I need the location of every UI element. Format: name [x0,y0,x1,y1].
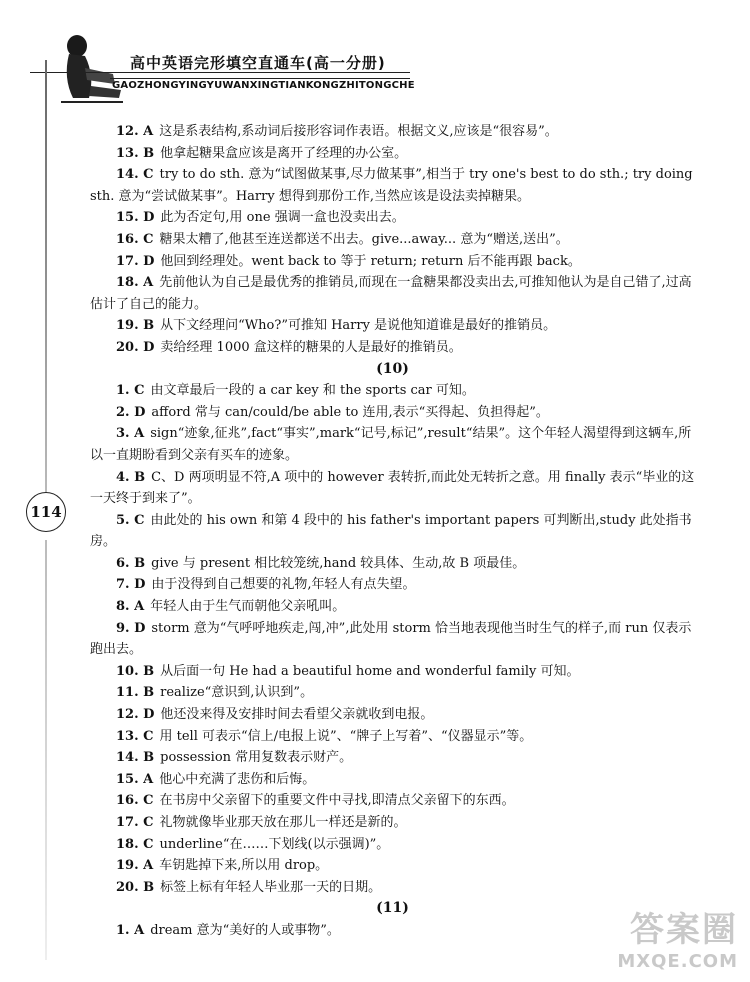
answer-explanation: 卖给经理 1000 盒这样的糖果的人是最好的推销员。 [160,339,462,355]
answer-item [90,251,695,273]
margin-line-lower [45,540,47,960]
answer-item [90,855,695,877]
answer-item [90,661,695,683]
answer-item [90,143,695,165]
page-number: 114 [26,492,66,532]
answer-number: 4. B [116,469,146,485]
answer-explanation: 先前他认为自己是最优秀的推销员,而现在一盒糖果都没卖出去,可推知他认为是自己错了,过高估计了自己的能力。 [90,275,692,312]
answer-number: 7. D [116,577,146,593]
answer-explanation: realize“意识到,认识到”。 [160,685,314,701]
answer-number: 13. B [116,145,155,161]
answer-number: 10. B [116,663,155,679]
answer-item [90,618,695,661]
answer-number: 13. C [116,728,154,744]
answer-number: 2. D [116,404,146,420]
answer-item [90,596,695,618]
answer-number: 15. D [116,210,155,226]
answer-item [90,337,695,359]
answer-explanation: 从下文经理问“Who?”可推知 Harry 是说他知道谁是最好的推销员。 [160,318,557,334]
book-subtitle-pinyin: GAOZHONGYINGYUWANXINGTIANKONGZHITONGCHE [112,80,415,91]
reading-figure-icon [55,28,125,108]
answer-item [90,704,695,726]
answer-item [90,553,695,575]
answer-explanation: 由文章最后一段的 a car key 和 the sports car 可知。 [150,383,475,399]
answer-item [90,834,695,856]
answer-number: 19. B [116,318,155,334]
answer-number: 14. B [116,750,155,766]
answer-number: 14. C [116,167,154,183]
answer-number: 9. D [116,620,146,636]
answer-number: 16. C [116,231,154,247]
answer-explanation: possession 常用复数表示财产。 [160,750,353,766]
answer-explanation: storm 意为“气呼呼地疾走,闯,冲”,此处用 storm 恰当地表现他当时生气的样子,而 run 仅表示跑出去。 [90,620,692,658]
answer-explanation: 此为否定句,用 one 强调一盒也没卖出去。 [160,210,405,226]
answer-number: 5. C [116,512,145,528]
answer-item [90,682,695,704]
answer-number: 18. A [116,275,154,291]
answer-number: 12. D [116,707,155,723]
answer-explanation: 礼物就像毕业那天放在那儿一样还是新的。 [159,815,407,830]
answer-explanation: underline“在……下划线(以示强调)”。 [159,836,390,852]
answer-explanation: 这是系表结构,系动词后接形容词作表语。根据文义,应该是“很容易”。 [159,124,558,139]
answer-number: 1. C [116,383,145,399]
watermark-brand: 答案圈 [630,910,738,950]
answer-explanation: give 与 present 相比较笼统,hand 较具体、生动,故 B 项最佳。 [151,555,526,571]
answer-number: 15. A [116,771,154,787]
answer-item [90,769,695,791]
answer-explanation: try to do sth. 意为“试图做某事,尽力做某事”,相当于 try one's best to do sth.; try doing sth. 意为“尝试做某事”。Harry 想得到那份工作,当然应该是设法卖掉糖果。 [90,167,693,204]
answer-item [90,121,695,143]
answer-item [90,726,695,748]
book-title: 高中英语完形填空直通车(高一分册) [130,54,386,72]
answer-number: 12. A [116,124,154,139]
header-rule-lower [110,78,410,79]
answer-number: 11. B [116,685,155,701]
answer-explanation: 由于没得到自己想要的礼物,年轻人有点失望。 [151,577,416,593]
answer-number: 20. D [116,339,155,355]
answer-item [90,510,695,553]
answer-explanation: 标签上标有年轻人毕业那一天的日期。 [160,879,382,895]
answer-explanation: 他心中充满了悲伤和后悔。 [159,771,316,787]
answer-number: 8. A [116,599,145,615]
answer-explanation: 用 tell 可表示“信上/电报上说”、“牌子上写着”、“仪器显示”等。 [159,728,533,744]
answer-number: 17. D [116,253,155,269]
watermark-url: MXQE.COM [617,951,738,972]
answer-item [90,747,695,769]
answer-item [90,164,695,207]
answer-item [90,207,695,229]
answer-number: 19. A [116,858,154,874]
answer-item [90,574,695,596]
answer-number: 16. C [116,793,154,809]
answer-item [90,877,695,899]
answer-item [90,467,695,510]
answer-explanation: afford 常与 can/could/be able to 连用,表示“买得起、负担得起”。 [151,404,549,420]
answer-number: 17. C [116,815,154,830]
answer-explanation: 在书房中父亲留下的重要文件中寻找,即清点父亲留下的东西。 [159,793,515,809]
answer-number: 20. B [116,879,155,895]
answer-explanation: 从后面一句 He had a beautiful home and wonderful family 可知。 [160,663,580,679]
margin-line [45,60,47,500]
answer-item [90,229,695,251]
watermark [617,902,738,972]
answer-item [90,920,695,942]
answer-number: 3. A [116,426,145,442]
answer-explanation: 糖果太糟了,他甚至连送都送不出去。give...away... 意为“赠送,送出”。 [159,231,569,247]
answer-explanation: 由此处的 his own 和第 4 段中的 his father's important papers 可判断出,study 此处指书房。 [90,512,692,550]
answer-explanation: sign“迹象,征兆”,fact“事实”,mark“记号,标记”,result“结果”。这个年轻人渴望得到这辆车,所以一直期盼看到父亲有买车的迹象。 [90,426,692,463]
answer-item [90,380,695,402]
answer-explanation: 车钥匙掉下来,所以用 drop。 [159,858,329,874]
answer-explanation: 他回到经理处。went back to 等于 return; return 后不能再跟 back。 [160,253,581,269]
answer-explanation: 年轻人由于生气而朝他父亲吼叫。 [150,599,346,615]
answer-explanation: C、D 两项明显不符,A 项中的 however 表转折,而此处无转折之意。用 finally 表示“毕业的这一天终于到来了”。 [90,469,695,507]
answer-explanation: 他拿起糖果盒应该是离开了经理的办公室。 [160,145,408,161]
answer-explanation: 他还没来得及安排时间去看望父亲就收到电报。 [160,707,434,723]
answer-number: 1. A [116,922,145,938]
answer-item [90,402,695,424]
answer-explanation: dream 意为“美好的人或事物”。 [150,922,340,938]
answer-explanations [90,121,695,942]
answer-number: 6. B [116,555,146,571]
answer-item [90,423,695,466]
answer-item [90,812,695,834]
answer-item [90,272,695,315]
page-header [0,0,750,110]
answer-item [90,315,695,337]
section-heading: (11) [376,900,409,917]
section-heading: (10) [376,360,409,377]
answer-number: 18. C [116,836,154,852]
answer-item [90,790,695,812]
